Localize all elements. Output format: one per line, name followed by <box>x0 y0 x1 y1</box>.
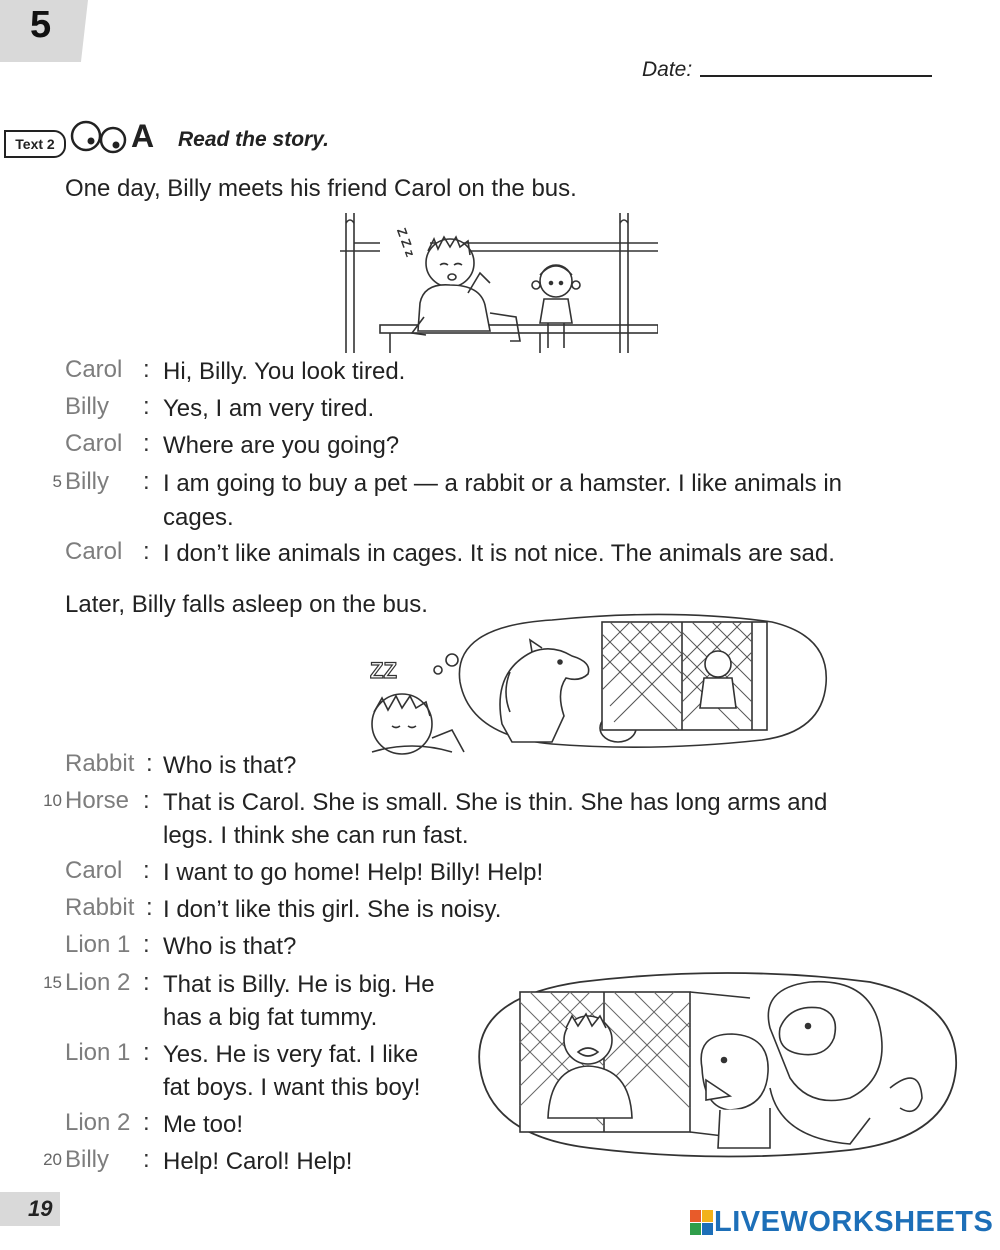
utterance: Yes. He is very fat. I like <box>163 1041 419 1068</box>
utterance-continued: legs. I think she can run fast. <box>163 822 469 849</box>
speaker-name: Lion 1 <box>65 931 131 958</box>
dialogue-line: Carol : Where are you going? <box>0 430 1000 462</box>
part-letter: A <box>131 118 155 154</box>
page-number: 19 <box>0 1192 60 1226</box>
dialogue-line: Lion 1 : Yes. He is very fat. I like fat boys. I want this boy! <box>0 1039 470 1105</box>
liveworksheets-logo-icon <box>690 1210 714 1236</box>
unit-number: 5 <box>30 4 52 46</box>
dialogue-line: 15 Lion 2 : That is Billy. He is big. He has a big fat tummy. <box>0 969 470 1035</box>
line-number: 15 <box>43 973 62 992</box>
utterance: I am going to buy a pet — a rabbit or a hamster. I like animals in <box>163 470 843 497</box>
speaker-name: Lion 1 <box>65 1039 131 1066</box>
dream-illustration <box>352 612 832 757</box>
snore-z: Z Z z <box>393 225 419 259</box>
dialogue-line: 20 Billy : Help! Carol! Help! <box>0 1146 470 1178</box>
bus-illustration <box>340 213 658 353</box>
reading-eyes-icon <box>70 120 132 156</box>
brand-name: LIVEWORKSHEETS <box>714 1206 994 1238</box>
dialogue-line: Rabbit : I don’t like this girl. She is noisy. <box>0 894 1000 926</box>
lion-cage-illustration <box>470 968 960 1163</box>
dialogue-line: 10 Horse : That is Carol. She is small. She is thin. She has long arms and legs. I think she can run fast. <box>0 787 1000 853</box>
narration-1: One day, Billy meets his friend Carol on the bus. <box>65 175 577 202</box>
speaker-name: Horse <box>65 787 130 814</box>
utterance: Me too! <box>163 1111 244 1138</box>
utterance: I don’t like animals in cages. It is not nice. The animals are sad. <box>163 540 835 567</box>
speaker-name: Carol <box>65 356 123 383</box>
date-label: Date: <box>642 58 693 81</box>
utterance-continued: fat boys. I want this boy! <box>163 1074 421 1101</box>
text-badge: Text 2 <box>4 130 66 158</box>
dialogue-line: Billy : Yes, I am very tired. <box>0 393 1000 425</box>
speaker-name: Carol <box>65 430 123 457</box>
speaker-name: Rabbit <box>65 750 135 777</box>
line-number: 20 <box>43 1150 62 1169</box>
dialogue-line: Carol : Hi, Billy. You look tired. <box>0 356 1000 388</box>
utterance: Yes, I am very tired. <box>163 395 375 422</box>
instruction: Read the story. <box>178 128 329 151</box>
speaker-name: Billy <box>65 393 110 420</box>
speaker-name: Carol <box>65 538 123 565</box>
utterance: That is Carol. She is small. She is thin. She has long arms and <box>163 789 828 816</box>
narration-2: Later, Billy falls asleep on the bus. <box>65 591 428 618</box>
utterance: Who is that? <box>163 752 297 779</box>
dialogue-line: Rabbit : Who is that? <box>0 750 1000 782</box>
utterance: I don’t like this girl. She is noisy. <box>163 896 502 923</box>
speaker-name: Lion 2 <box>65 1109 131 1136</box>
liveworksheets-logo[interactable] <box>690 1206 993 1239</box>
utterance: That is Billy. He is big. He <box>163 971 435 998</box>
dream-snore-z: ZZ <box>370 658 397 683</box>
dialogue-line: Lion 1 : Who is that? <box>0 931 1000 963</box>
utterance: I want to go home! Help! Billy! Help! <box>163 859 544 886</box>
dialogue-line: 5 Billy : I am going to buy a pet — a rabbit or a hamster. I like animals in cages. <box>0 468 1000 534</box>
line-number: 10 <box>43 791 62 810</box>
speaker-name: Carol <box>65 857 123 884</box>
line-number: 5 <box>52 472 62 491</box>
speaker-name: Lion 2 <box>65 969 131 996</box>
utterance: Who is that? <box>163 933 297 960</box>
utterance: Hi, Billy. You look tired. <box>163 358 406 385</box>
utterance-continued: has a big fat tummy. <box>163 1004 378 1031</box>
speaker-name: Billy <box>65 468 110 495</box>
dialogue-line: Carol : I don’t like animals in cages. It is not nice. The animals are sad. <box>0 538 1000 570</box>
speaker-name: Rabbit <box>65 894 135 921</box>
dialogue-line: Carol : I want to go home! Help! Billy! Help! <box>0 857 1000 889</box>
date-input-line[interactable] <box>700 75 932 77</box>
utterance: Help! Carol! Help! <box>163 1148 353 1175</box>
speaker-name: Billy <box>65 1146 110 1173</box>
dialogue-line: Lion 2 : Me too! <box>0 1109 470 1141</box>
utterance: Where are you going? <box>163 432 400 459</box>
utterance-continued: cages. <box>163 504 234 531</box>
